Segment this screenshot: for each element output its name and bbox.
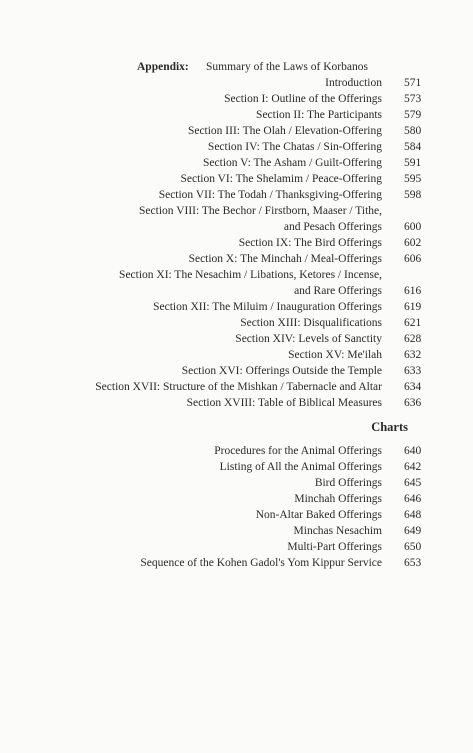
toc-entry-page: 602 — [404, 237, 422, 249]
toc-entry-page: 595 — [404, 173, 422, 185]
chart-entry-title: Minchah Offerings — [294, 493, 382, 505]
chart-entry-page: 653 — [404, 557, 422, 569]
toc-entry-title: Section XV: Me'ilah — [288, 349, 382, 361]
chart-entry — [0, 539, 473, 555]
toc-entry-title: Section II: The Participants — [256, 109, 382, 121]
chart-entry-page: 640 — [404, 445, 422, 457]
toc-entry-page: 633 — [404, 365, 422, 377]
toc-entry-title: Section I: Outline of the Offerings — [224, 93, 382, 105]
chart-entry — [0, 443, 473, 459]
toc-entry-title: Section V: The Asham / Guilt-Offering — [203, 157, 382, 169]
toc-entry-title: Section VII: The Todah / Thanksgiving-Offering — [158, 189, 382, 201]
toc-entry-page: 634 — [404, 381, 422, 393]
chart-entry-title: Listing of All the Animal Offerings — [219, 461, 382, 473]
toc-entry — [0, 107, 473, 123]
toc-entry — [0, 219, 473, 235]
chart-entry-title: Non-Altar Baked Offerings — [255, 509, 382, 521]
chart-entry-title: Sequence of the Kohen Gadol's Yom Kippur Service — [140, 557, 382, 569]
charts-toc-list — [0, 443, 473, 571]
chart-entry-title: Multi-Part Offerings — [287, 541, 382, 553]
toc-entry-title: Section X: The Minchah / Meal-Offerings — [188, 253, 382, 265]
toc-entry-title: and Pesach Offerings — [283, 221, 382, 233]
toc-entry-page: 579 — [404, 109, 422, 121]
toc-entry-page: 616 — [404, 285, 422, 297]
chart-entry — [0, 523, 473, 539]
chart-entry — [0, 491, 473, 507]
toc-entry-page: 598 — [404, 189, 422, 201]
chart-entry-page: 646 — [404, 493, 422, 505]
toc-entry-page: 606 — [404, 253, 422, 265]
toc-entry-title: Section VIII: The Bechor / Firstborn, Maaser / Tithe, — [139, 205, 382, 217]
toc-entry — [0, 235, 473, 251]
appendix-toc-list — [0, 75, 473, 411]
chart-entry — [0, 507, 473, 523]
toc-entry-page: 619 — [404, 301, 422, 313]
toc-entry — [0, 171, 473, 187]
chart-entry-title: Procedures for the Animal Offerings — [214, 445, 382, 457]
toc-entry-page: 628 — [404, 333, 422, 345]
chart-entry — [0, 475, 473, 491]
toc-entry-title: Section III: The Olah / Elevation-Offering — [187, 125, 382, 137]
chart-entry — [0, 459, 473, 475]
toc-entry-page: 636 — [404, 397, 422, 409]
toc-entry-page: 621 — [404, 317, 422, 329]
toc-entry-title: Section IV: The Chatas / Sin-Offering — [207, 141, 382, 153]
toc-entry-title: Section VI: The Shelamim / Peace-Offering — [180, 173, 382, 185]
toc-entry — [0, 363, 473, 379]
charts-heading-text: Charts — [371, 420, 408, 434]
toc-entry-title: Introduction — [325, 77, 382, 89]
toc-entry — [0, 139, 473, 155]
chart-entry — [0, 555, 473, 571]
toc-entry — [0, 315, 473, 331]
chart-entry-page: 650 — [404, 541, 422, 553]
toc-entry-title: Section XIV: Levels of Sanctity — [235, 333, 382, 345]
toc-entry — [0, 155, 473, 171]
chart-entry-page: 642 — [404, 461, 422, 473]
appendix-label: Appendix: — [137, 61, 189, 73]
charts-heading — [0, 418, 473, 436]
toc-entry-title: Section XVII: Structure of the Mishkan / Tabernacle and Altar — [95, 381, 382, 393]
appendix-title: Summary of the Laws of Korbanos — [206, 61, 368, 73]
toc-entry — [0, 395, 473, 411]
toc-entry — [0, 203, 473, 219]
toc-entry-page: 600 — [404, 221, 422, 233]
toc-entry-title: and Rare Offerings — [294, 285, 382, 297]
toc-entry — [0, 267, 473, 283]
toc-entry-page: 591 — [404, 157, 422, 169]
toc-entry-page: 580 — [404, 125, 422, 137]
toc-entry — [0, 283, 473, 299]
toc-entry-page: 632 — [404, 349, 422, 361]
toc-entry — [0, 187, 473, 203]
toc-entry — [0, 331, 473, 347]
toc-entry — [0, 75, 473, 91]
toc-entry-page: 571 — [404, 77, 422, 89]
toc-entry-title: Section XII: The Miluim / Inauguration Offerings — [153, 301, 382, 313]
toc-entry-title: Section XVI: Offerings Outside the Temple — [181, 365, 382, 377]
toc-entry — [0, 379, 473, 395]
toc-entry — [0, 347, 473, 363]
chart-entry-title: Minchas Nesachim — [293, 525, 382, 537]
toc-entry — [0, 299, 473, 315]
appendix-heading — [0, 59, 473, 75]
toc-entry — [0, 123, 473, 139]
toc-entry-title: Section XI: The Nesachim / Libations, Ketores / Incense, — [119, 269, 382, 281]
toc-entry-title: Section XVIII: Table of Biblical Measures — [186, 397, 382, 409]
chart-entry-page: 649 — [404, 525, 422, 537]
chart-entry-page: 645 — [404, 477, 422, 489]
toc-entry — [0, 91, 473, 107]
toc-entry-title: Section IX: The Bird Offerings — [238, 237, 382, 249]
toc-entry-title: Section XIII: Disqualifications — [240, 317, 382, 329]
toc-entry-page: 573 — [404, 93, 422, 105]
toc-entry — [0, 251, 473, 267]
chart-entry-page: 648 — [404, 509, 422, 521]
toc-entry-page: 584 — [404, 141, 422, 153]
chart-entry-title: Bird Offerings — [314, 477, 382, 489]
